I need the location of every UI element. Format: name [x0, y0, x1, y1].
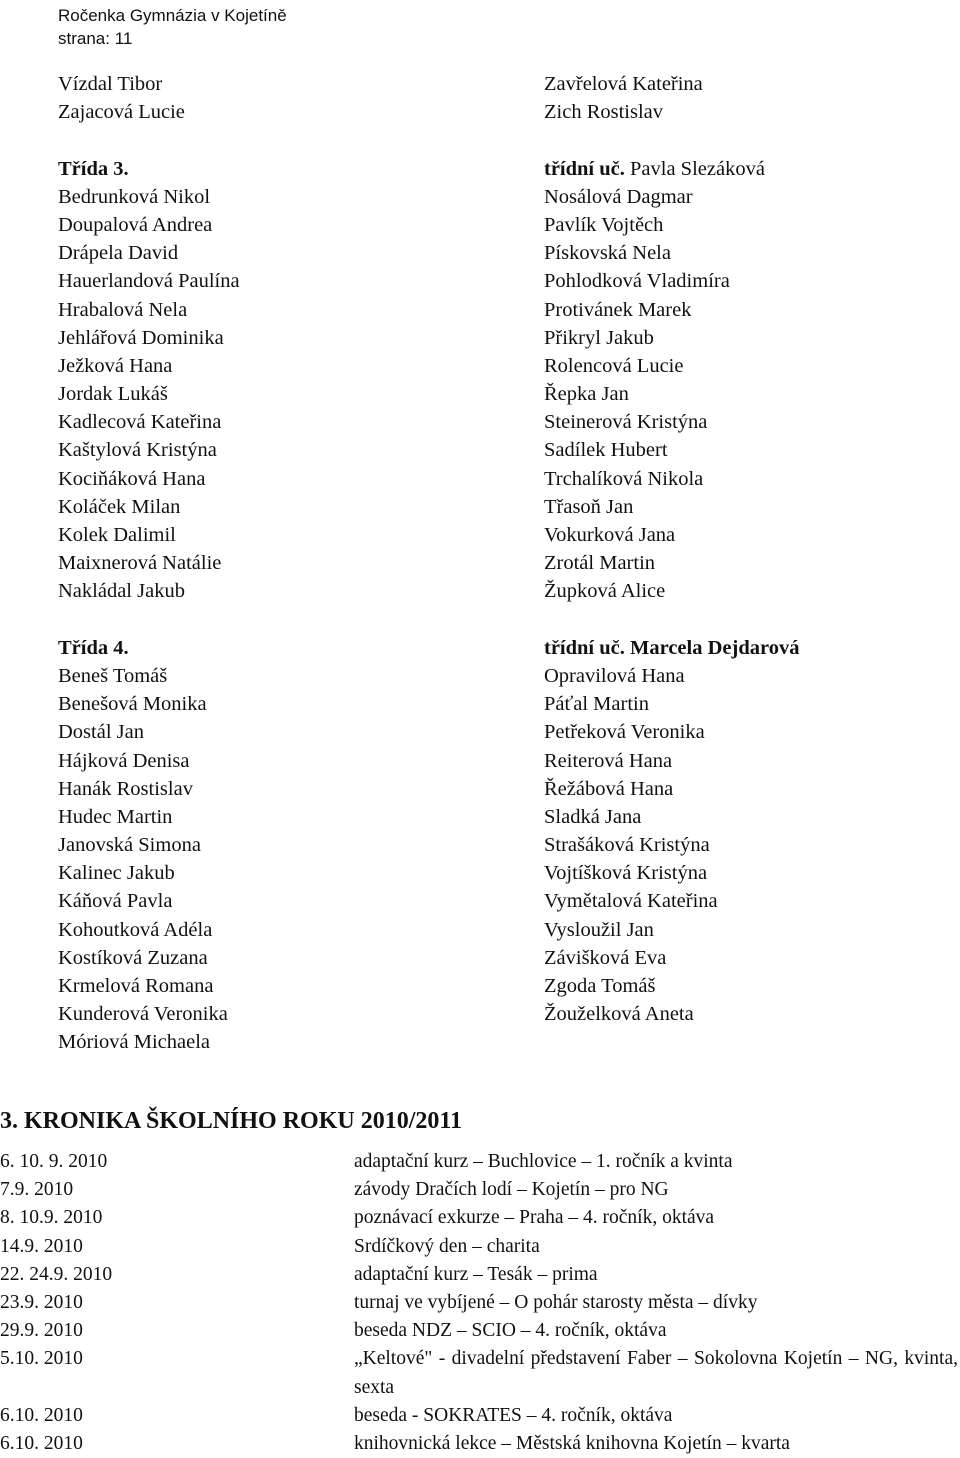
list-item: Sladká Jana — [544, 805, 642, 828]
list-item: Vízdal Tibor — [58, 73, 163, 95]
list-item: Koláček Milan — [58, 495, 181, 518]
event-date: 6. 10. 9. 2010 — [0, 1151, 108, 1172]
list-item: Hanák Rostislav — [58, 777, 193, 800]
list-item: Trchalíková Nikola — [544, 467, 704, 490]
page-number: strana: 11 — [58, 29, 133, 48]
list-item: Strašáková Kristýna — [544, 834, 710, 857]
list-item: Protivánek Marek — [544, 298, 692, 321]
event-date: 8. 10.9. 2010 — [0, 1207, 103, 1229]
event-date: 6.10. 2010 — [0, 1432, 83, 1454]
chronicle-heading: 3. KRONIKA ŠKOLNÍHO ROKU 2010/2011 — [0, 1108, 463, 1134]
list-item: Zich Rostislav — [544, 101, 664, 124]
list-item: Hauerlandová Paulína — [58, 270, 240, 293]
list-item: Žouželková Aneta — [544, 1003, 694, 1026]
event-description: knihovnická lekce – Městská knihovna Kojetín – kvarta — [354, 1432, 790, 1454]
list-item: Zrotál Martin — [544, 552, 656, 575]
spacer — [58, 606, 518, 634]
event-date: 22. 24.9. 2010 — [0, 1263, 113, 1285]
event-date: 29.9. 2010 — [0, 1320, 83, 1342]
event-date: 6.10. 2010 — [0, 1404, 83, 1426]
event-description: adaptační kurz – Tesák – prima — [354, 1263, 598, 1285]
list-item: Doupalová Andrea — [58, 213, 213, 236]
list-item: Maixnerová Natálie — [58, 552, 222, 575]
list-item: Kadlecová Kateřina — [58, 411, 222, 434]
list-item: Vojtíšková Kristýna — [544, 862, 708, 885]
table-row — [0, 1204, 960, 1232]
list-item: Vokurková Jana — [544, 524, 676, 546]
event-description: beseda - SOKRATES – 4. ročník, oktáva — [354, 1404, 673, 1426]
list-item: Pohlodková Vladimíra — [544, 270, 730, 293]
list-item: Závišková Eva — [544, 946, 667, 969]
table-row — [0, 1233, 960, 1261]
class-4-heading: Třída 4. — [58, 636, 129, 659]
event-date: 14.9. 2010 — [0, 1235, 83, 1257]
teacher-name: Marcela Dejdarová — [630, 636, 800, 659]
list-item: Hudec Martin — [58, 805, 173, 828]
list-item: Řepka Jan — [544, 383, 629, 406]
event-description: beseda NDZ – SCIO – 4. ročník, oktáva — [354, 1320, 667, 1342]
spacer — [544, 126, 944, 154]
list-item: Krmelová Romana — [58, 975, 214, 997]
event-date: 23.9. 2010 — [0, 1291, 83, 1313]
list-item: Zgoda Tomáš — [544, 975, 656, 997]
table-row — [0, 1261, 960, 1289]
table-row — [0, 1402, 960, 1430]
table-row — [0, 1345, 960, 1401]
list-item: Petřeková Veronika — [544, 721, 705, 744]
event-date: 7.9. 2010 — [0, 1179, 74, 1201]
class-3-teacher — [544, 155, 944, 183]
list-item: Nakládal Jakub — [58, 580, 185, 603]
list-item: Nosálová Dagmar — [544, 185, 693, 208]
event-description: poznávací exkurze – Praha – 4. ročník, oktáva — [354, 1207, 715, 1229]
teacher-label: třídní uč. — [544, 636, 625, 659]
spacer — [58, 126, 518, 154]
event-date: 5.10. 2010 — [0, 1348, 83, 1370]
list-item: Benešová Monika — [58, 693, 207, 716]
list-item: Kohoutková Adéla — [58, 918, 213, 941]
list-item: Reiterová Hana — [544, 749, 673, 772]
list-item: Jehlářová Dominika — [58, 326, 224, 349]
list-item: Pískovská Nela — [544, 242, 671, 265]
chronicle-table — [0, 1148, 960, 1458]
page-header — [58, 4, 287, 50]
event-description: „Keltové" - divadelní představení Faber – Sokolovna Kojetín – NG, kvinta, sexta — [354, 1348, 958, 1398]
list-item: Dostál Jan — [58, 721, 144, 744]
list-item: Ježková Hana — [58, 354, 173, 377]
list-item: Přikryl Jakub — [544, 326, 654, 349]
right-column — [544, 70, 944, 1028]
list-item: Hrabalová Nela — [58, 298, 188, 321]
list-item: Steinerová Kristýna — [544, 411, 708, 434]
class-4-teacher — [544, 634, 944, 662]
list-item: Kociňáková Hana — [58, 467, 206, 490]
list-item: Třasoň Jan — [544, 495, 634, 518]
list-item: Janovská Simona — [58, 834, 201, 857]
table-row — [0, 1430, 960, 1458]
list-item: Opravilová Hana — [544, 664, 685, 687]
event-description: Srdíčkový den – charita — [354, 1235, 540, 1257]
list-item: Bedrunková Nikol — [58, 185, 211, 208]
yearbook-title: Ročenka Gymnázia v Kojetíně — [58, 6, 287, 25]
list-item: Kolek Dalimil — [58, 524, 176, 546]
event-description: turnaj ve vybíjené – O pohár starosty města – dívky — [354, 1291, 758, 1313]
table-row — [0, 1176, 960, 1204]
list-item: Kunderová Veronika — [58, 1003, 228, 1026]
event-description: adaptační kurz – Buchlovice – 1. ročník a kvinta — [354, 1151, 733, 1172]
list-item: Vymětalová Kateřina — [544, 890, 718, 913]
event-description: závody Dračích lodí – Kojetín – pro NG — [354, 1179, 669, 1201]
teacher-name: Pavla Slezáková — [630, 157, 765, 180]
list-item: Jordak Lukáš — [58, 383, 168, 406]
list-item: Pavlík Vojtěch — [544, 213, 664, 236]
list-item: Kalinec Jakub — [58, 862, 175, 885]
list-item: Rolencová Lucie — [544, 354, 684, 377]
list-item: Řežábová Hana — [544, 777, 674, 800]
list-item: Hájková Denisa — [58, 749, 190, 772]
table-row — [0, 1289, 960, 1317]
list-item: Vysloužil Jan — [544, 918, 654, 941]
teacher-label: třídní uč. — [544, 157, 625, 180]
table-row — [0, 1148, 960, 1176]
list-item: Páťal Martin — [544, 693, 649, 716]
list-item: Drápela David — [58, 242, 179, 265]
list-item: Kostíková Zuzana — [58, 946, 208, 969]
list-item: Kaštylová Kristýna — [58, 439, 217, 462]
list-item: Župková Alice — [544, 580, 666, 603]
list-item: Zajacová Lucie — [58, 101, 185, 124]
list-item: Sadílek Hubert — [544, 439, 668, 462]
list-item: Zavřelová Kateřina — [544, 73, 703, 95]
table-row — [0, 1317, 960, 1345]
left-column — [58, 70, 518, 1057]
list-item: Beneš Tomáš — [58, 664, 168, 687]
spacer — [544, 606, 944, 634]
list-item: Móriová Michaela — [58, 1031, 210, 1054]
class-3-heading: Třída 3. — [58, 157, 129, 180]
list-item: Káňová Pavla — [58, 890, 173, 913]
